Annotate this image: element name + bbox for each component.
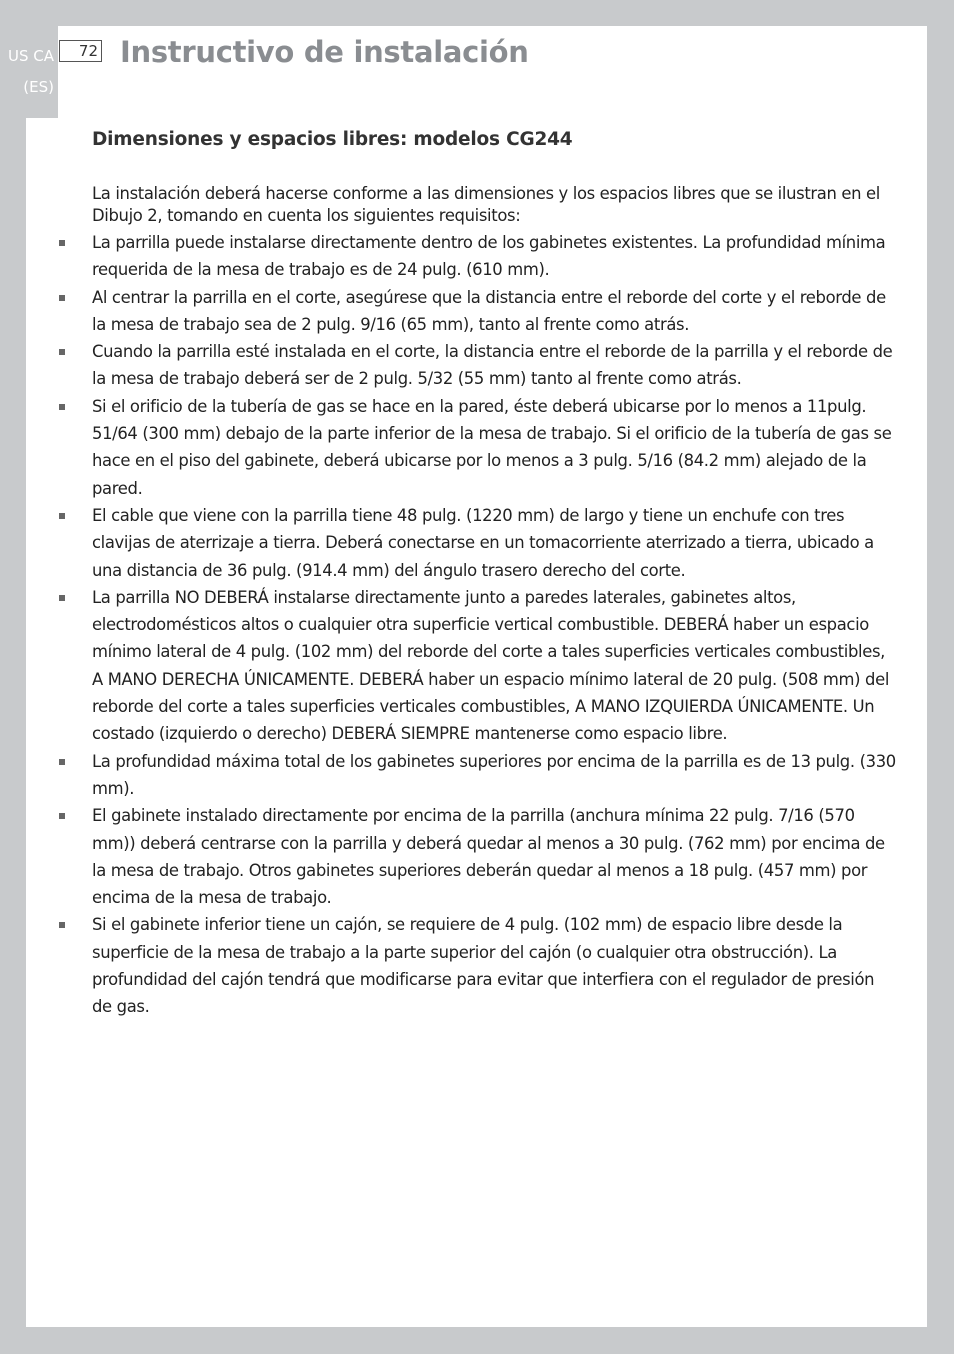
- list-item-text: La profundidad máxima total de los gabinetes superiores por encima de la parrilla es de 13 pulg. (330 mm).: [92, 751, 896, 798]
- list-item: [92, 584, 897, 748]
- locale-tab-region: US CA: [7, 47, 54, 65]
- list-item: [92, 911, 897, 1020]
- intro-paragraph: La instalación deberá hacerse conforme a las dimensiones y los espacios libres que se ilustran en el Dibujo 2, tomando en cuenta los siguientes requisitos:: [92, 184, 880, 225]
- list-item: [92, 393, 897, 502]
- list-item: [92, 802, 897, 911]
- list-item: [92, 338, 897, 393]
- list-item-text: El gabinete instalado directamente por encima de la parrilla (anchura mínima 22 pulg. 7/16 (570 mm)) deberá centrarse con la parrilla y deberá quedar al menos a 30 pulg. (762 mm) por encima de la mesa de trabajo. Otros gabinetes superiores deberán quedar al menos a 18 pulg. (457 mm) por encima de la mesa de trabajo.: [92, 806, 885, 908]
- square-bullet-icon: [59, 922, 65, 928]
- list-item: [92, 229, 897, 284]
- list-item-text: Al centrar la parrilla en el corte, asegúrese que la distancia entre el reborde del corte y el reborde de la mesa de trabajo sea de 2 pulg. 9/16 (65 mm), tanto al frente como atrás.: [92, 287, 886, 334]
- page-number: 72: [59, 40, 102, 62]
- list-item: [92, 502, 897, 584]
- locale-tab-language: (ES): [23, 78, 54, 96]
- main-content: [92, 183, 897, 1021]
- section-heading: Dimensiones y espacios libres: modelos CG244: [92, 129, 573, 150]
- list-item-text: Si el orificio de la tubería de gas se hace en la pared, éste deberá ubicarse por lo menos a 11pulg. 51/64 (300 mm) debajo de la parte inferior de la mesa de trabajo. Si el orificio de la tubería de gas se hace en el piso del gabinete, deberá ubicarse por lo menos a 3 pulg. 5/16 (84.2 mm) alejado de la pared.: [92, 396, 892, 498]
- page-title: Instructivo de instalación: [120, 35, 529, 69]
- square-bullet-icon: [59, 240, 65, 246]
- square-bullet-icon: [59, 349, 65, 355]
- square-bullet-icon: [59, 513, 65, 519]
- square-bullet-icon: [59, 404, 65, 410]
- list-item-text: El cable que viene con la parrilla tiene 48 pulg. (1220 mm) de largo y tiene un enchufe con tres clavijas de aterrizaje a tierra. Deberá conectarse en un tomacorriente aterrizado a tierra, ubicado a una distancia de 36 pulg. (914.4 mm) del ángulo trasero derecho del corte.: [92, 505, 874, 580]
- locale-tab: [0, 26, 58, 118]
- square-bullet-icon: [59, 759, 65, 765]
- requirements-list: [92, 229, 897, 1021]
- list-item: [92, 284, 897, 339]
- list-item: [92, 748, 897, 803]
- list-item-text: La parrilla puede instalarse directamente dentro de los gabinetes existentes. La profundidad mínima requerida de la mesa de trabajo es de 24 pulg. (610 mm).: [92, 233, 886, 280]
- list-item-text: Si el gabinete inferior tiene un cajón, se requiere de 4 pulg. (102 mm) de espacio libre desde la superficie de la mesa de trabajo a la parte superior del cajón (o cualquier otra obstrucción). La profundidad del cajón tendrá que modificarse para evitar que interfiera con el regulador de presión de gas.: [92, 915, 875, 1017]
- square-bullet-icon: [59, 295, 65, 301]
- square-bullet-icon: [59, 813, 65, 819]
- square-bullet-icon: [59, 595, 65, 601]
- list-item-text: La parrilla NO DEBERÁ instalarse directamente junto a paredes laterales, gabinetes altos, electrodomésticos altos o cualquier otra superficie vertical combustible. DEBERÁ haber un espacio mínimo lateral de 4 pulg. (102 mm) del reborde del corte a tales superficies verticales combustibles, A MANO DERECHA ÚNICAMENTE. DEBERÁ haber un espacio mínimo lateral de 20 pulg. (508 mm) del reborde del corte a tales superficies verticales combustibles, A MANO IZQUIERDA ÚNICAMENTE. Un costado (izquierdo o derecho) DEBERÁ SIEMPRE mantenerse como espacio libre.: [92, 587, 890, 744]
- list-item-text: Cuando la parrilla esté instalada en el corte, la distancia entre el reborde de la parrilla y el reborde de la mesa de trabajo deberá ser de 2 pulg. 5/32 (55 mm) tanto al frente como atrás.: [92, 342, 893, 389]
